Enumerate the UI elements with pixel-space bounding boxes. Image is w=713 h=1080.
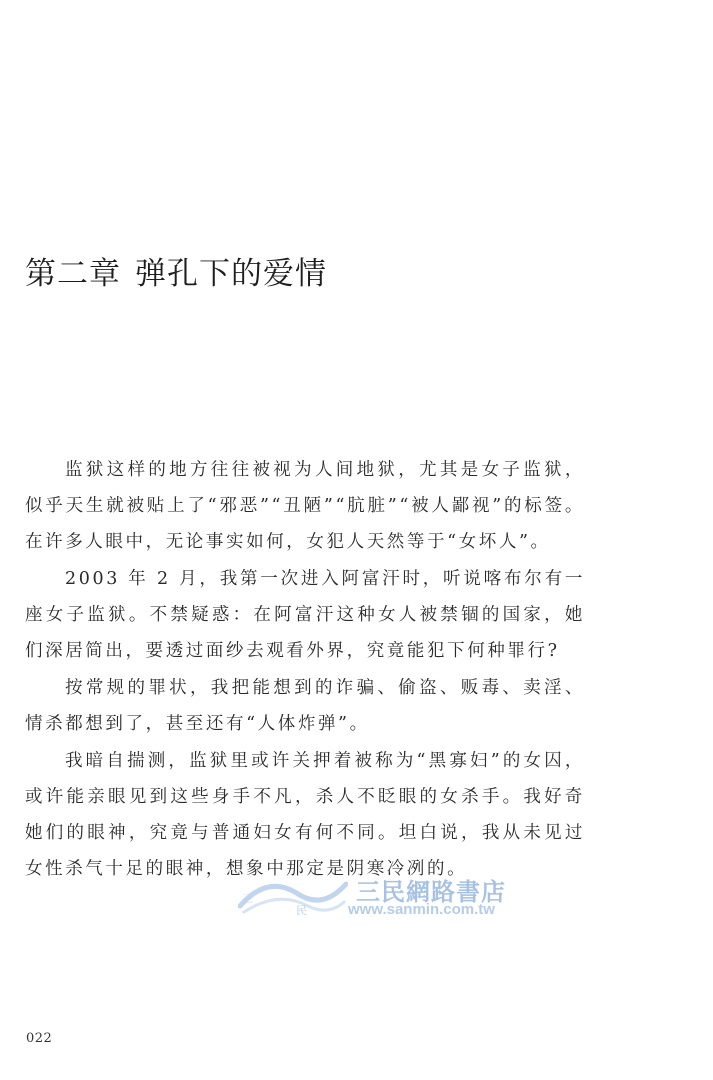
paragraph: 我暗自揣测，监狱里或许关押着被称为“黑寡妇”的女囚，或许能亲眼见到这些身手不凡，杀人不眨眼的女杀手。我好奇她们的眼神，究竟与普通妇女有何不同。坦白说，我从未见过女性杀气十足的眼神，想象中那定是阴寒冷冽的。: [25, 751, 585, 879]
paragraph: 2003 年 2 月，我第一次进入阿富汗时，听说喀布尔有一座女子监狱。不禁疑惑：在阿富汗这种女人被禁锢的国家，她们深居简出，要透过面纱去观看外界，究竟能犯下何种罪行?: [25, 569, 585, 661]
watermark-logo-char: 三: [242, 892, 253, 905]
sanmin-logo-icon: [238, 876, 348, 916]
watermark-logo-char: 民: [296, 904, 307, 916]
chapter-name: 弹孔下的爱情: [135, 256, 327, 292]
chapter-number: 第二章: [25, 256, 121, 292]
page-number: 022: [26, 1031, 53, 1046]
watermark: [238, 872, 538, 922]
watermark-url: www.sanmin.com.tw: [348, 901, 495, 918]
paragraph: 监狱这样的地方往往被视为人间地狱，尤其是女子监狱，似乎天生就被贴上了“邪恶”“丑陋”“肮脏”“被人鄙视”的标签。在许多人眼中，无论事实如何，女犯人天然等于“女坏人”。: [25, 460, 585, 552]
paragraph: 按常规的罪状，我把能想到的诈骗、偷盗、贩毒、卖淫、情杀都想到了，甚至还有“人体炸弹”。: [25, 678, 585, 734]
watermark-name: 三民網路書店: [356, 878, 506, 906]
chapter-title: [25, 248, 327, 293]
body-text: [25, 452, 585, 888]
